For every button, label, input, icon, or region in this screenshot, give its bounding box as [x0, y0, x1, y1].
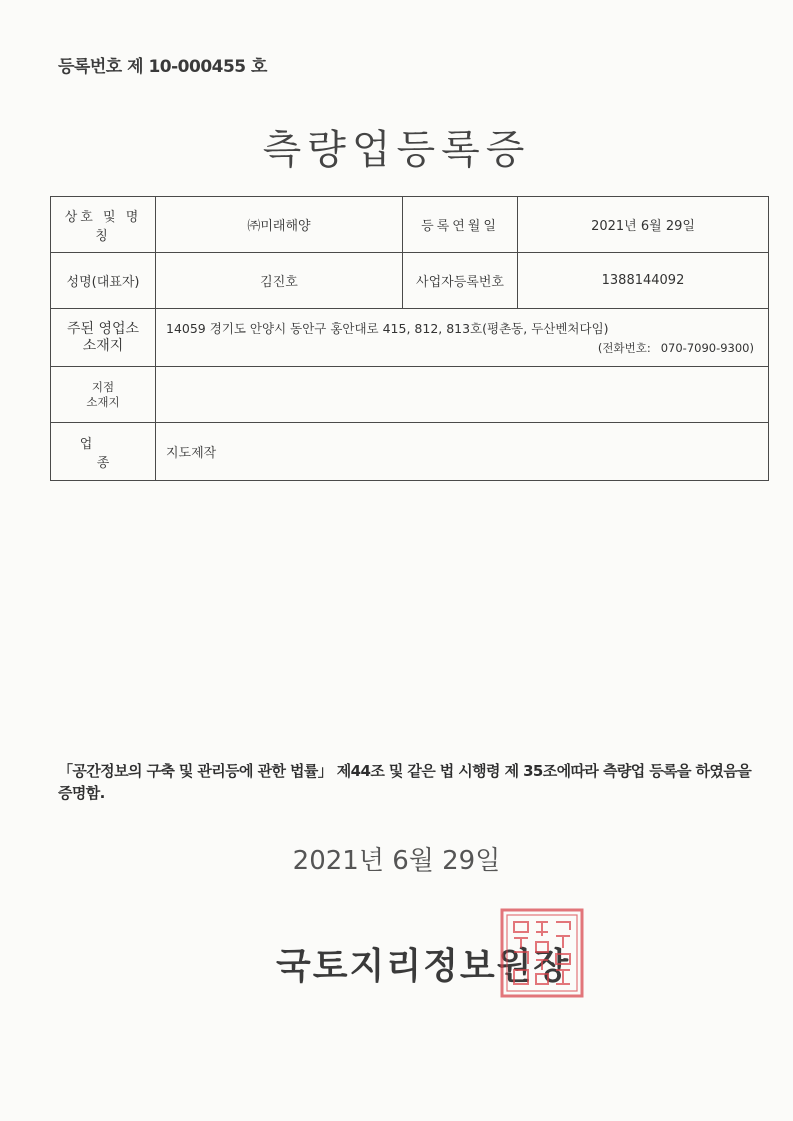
main-office-label-line2: 소재지 [82, 337, 124, 354]
certification-text: 「공간정보의 구축 및 관리등에 관한 법률」 제44조 및 같은 법 시행령 제 35조에따라 측량업 등록을 하였음을 증명함. [58, 762, 752, 802]
company-name-label: 상호 및 명칭 [51, 197, 156, 253]
registration-date-value: 2021년 6월 29일 [518, 197, 769, 253]
representative-label: 성명(대표자) [51, 253, 156, 309]
business-type-value: 지도제작 [156, 423, 769, 481]
table-row-representative [51, 253, 769, 309]
main-office-value [156, 309, 769, 367]
certification-date: 2021년 6월 29일 [292, 846, 501, 876]
registration-info-table [50, 196, 769, 481]
branch-office-value [156, 367, 769, 423]
official-seal-icon [500, 908, 584, 998]
table-row-company [51, 197, 769, 253]
table-row-business-type [51, 423, 769, 481]
business-number-value: 1388144092 [518, 253, 769, 309]
business-type-label: 업종 [51, 423, 156, 481]
table-row-main-office [51, 309, 769, 367]
main-office-label-line1: 주된 영업소 [66, 320, 140, 337]
table-row-branch [51, 367, 769, 423]
main-office-label [51, 309, 156, 367]
branch-office-label [51, 367, 156, 423]
phone-line [166, 340, 758, 356]
main-office-address: 14059 경기도 안양시 동안구 홍안대로 415, 812, 813호(평촌동, 두산벤처다임) [166, 321, 609, 336]
document-title: 측량업등록증 [262, 127, 531, 173]
registration-date-label: 등록연월일 [403, 197, 518, 253]
branch-label-line2: 소재지 [86, 394, 120, 409]
company-name-value: ㈜미래해양 [156, 197, 403, 253]
representative-value: 김진호 [156, 253, 403, 309]
branch-label-line1: 지점 [91, 379, 115, 394]
business-number-label: 사업자등록번호 [403, 253, 518, 309]
phone-label: (전화번호: [597, 341, 651, 355]
issuer-name: 국토지리정보원장 [276, 946, 571, 987]
registration-number: 등록번호 제 10-000455 호 [58, 57, 267, 77]
phone-value: 070-7090-9300) [660, 341, 754, 355]
